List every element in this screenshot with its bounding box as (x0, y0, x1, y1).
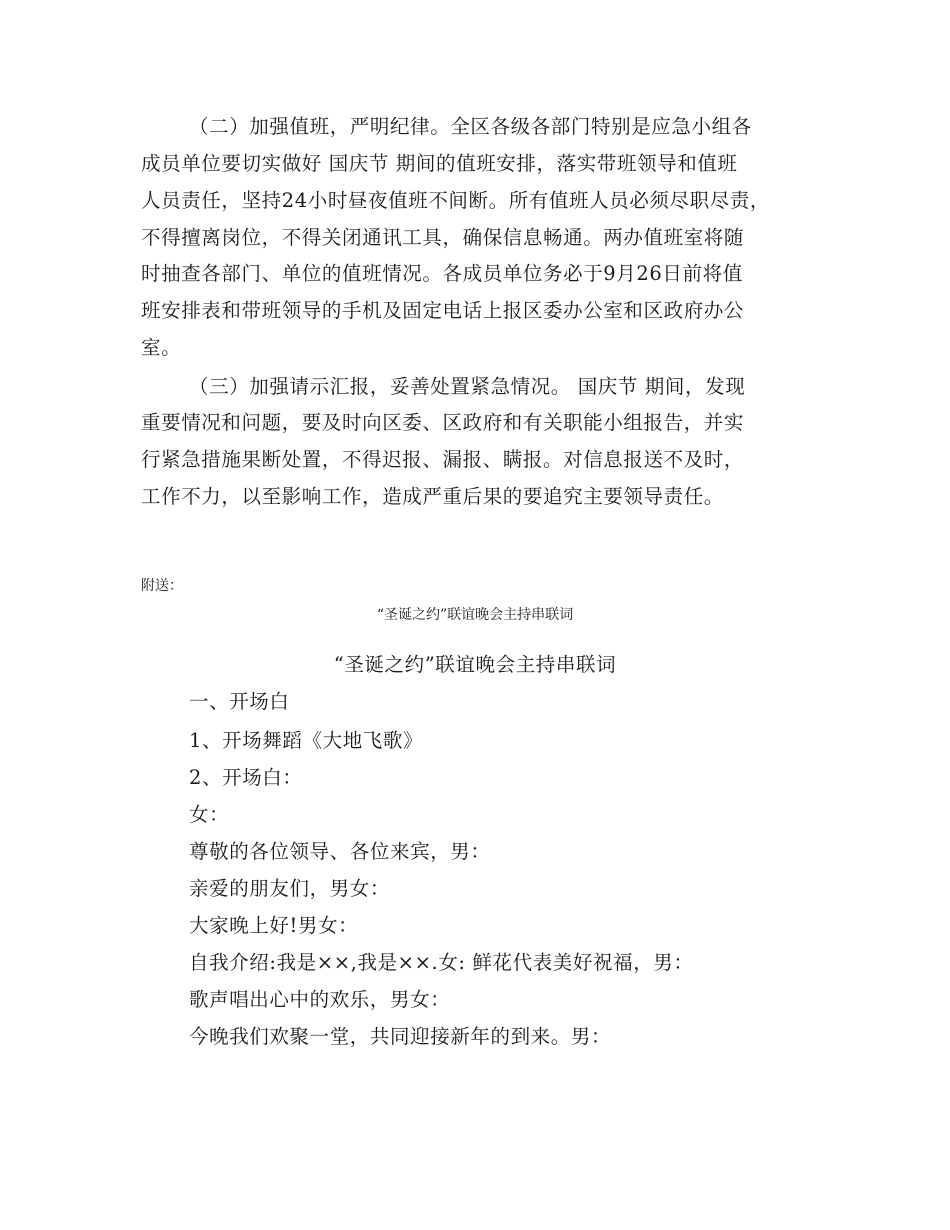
section-2-line-3: 人员责任，坚持24小时昼夜值班不间断。所有值班人员必须尽职尽责， (141, 189, 771, 212)
section-3-line-1: （三）加强请示汇报，妥善处置紧急情况。 国庆节 期间，发现 (189, 375, 746, 398)
script-line-4: 女： (189, 803, 230, 826)
section-2-line-6: 班安排表和带班领导的手机及固定电话上报区委办公室和区政府办公 (141, 299, 745, 322)
section-3-line-3: 行紧急措施果断处置，不得迟报、漏报、瞒报。对信息报送不及时， (141, 448, 745, 471)
script-line-7: 大家晚上好!男女： (189, 914, 359, 937)
section-2-line-7: 室。 (141, 336, 182, 359)
section-2-line-2: 成员单位要切实做好 国庆节 期间的值班安排，落实带班领导和值班 (141, 152, 738, 175)
script-line-1: 一、开场白 (189, 690, 290, 713)
appendix-title: “圣诞之约”联谊晚会主持串联词 (333, 653, 617, 676)
script-line-6: 亲爱的朋友们，男女： (189, 877, 391, 900)
script-line-5: 尊敬的各位领导、各位来宾，男： (189, 840, 491, 863)
script-line-3: 2、开场白： (189, 766, 303, 789)
script-line-2: 1、开场舞蹈《大地飞歌》 (189, 729, 424, 752)
section-2-line-4: 不得擅离岗位，不得关闭通讯工具，确保信息畅通。两办值班室将随 (141, 226, 745, 249)
script-line-10: 今晚我们欢聚一堂，共同迎接新年的到来。男： (189, 1025, 612, 1048)
appendix-label: 附送： (141, 578, 183, 594)
script-line-9: 歌声唱出心中的欢乐，男女： (189, 988, 451, 1011)
section-3-line-4: 工作不力，以至影响工作，造成严重后果的要追究主要领导责任。 (141, 485, 724, 508)
section-3-line-2: 重要情况和问题，要及时向区委、区政府和有关职能小组报告，并实 (141, 411, 745, 434)
script-line-8: 自我介绍:我是××,我是××.女: 鲜花代表美好祝福，男： (189, 951, 694, 974)
section-2-line-5: 时抽查各部门、单位的值班情况。各成员单位务必于9月26日前将值 (141, 262, 743, 285)
appendix-subtitle: “圣诞之约”联谊晚会主持串联词 (376, 607, 574, 623)
section-2-line-1: （二）加强值班，严明纪律。全区各级各部门特别是应急小组各 (189, 115, 752, 138)
